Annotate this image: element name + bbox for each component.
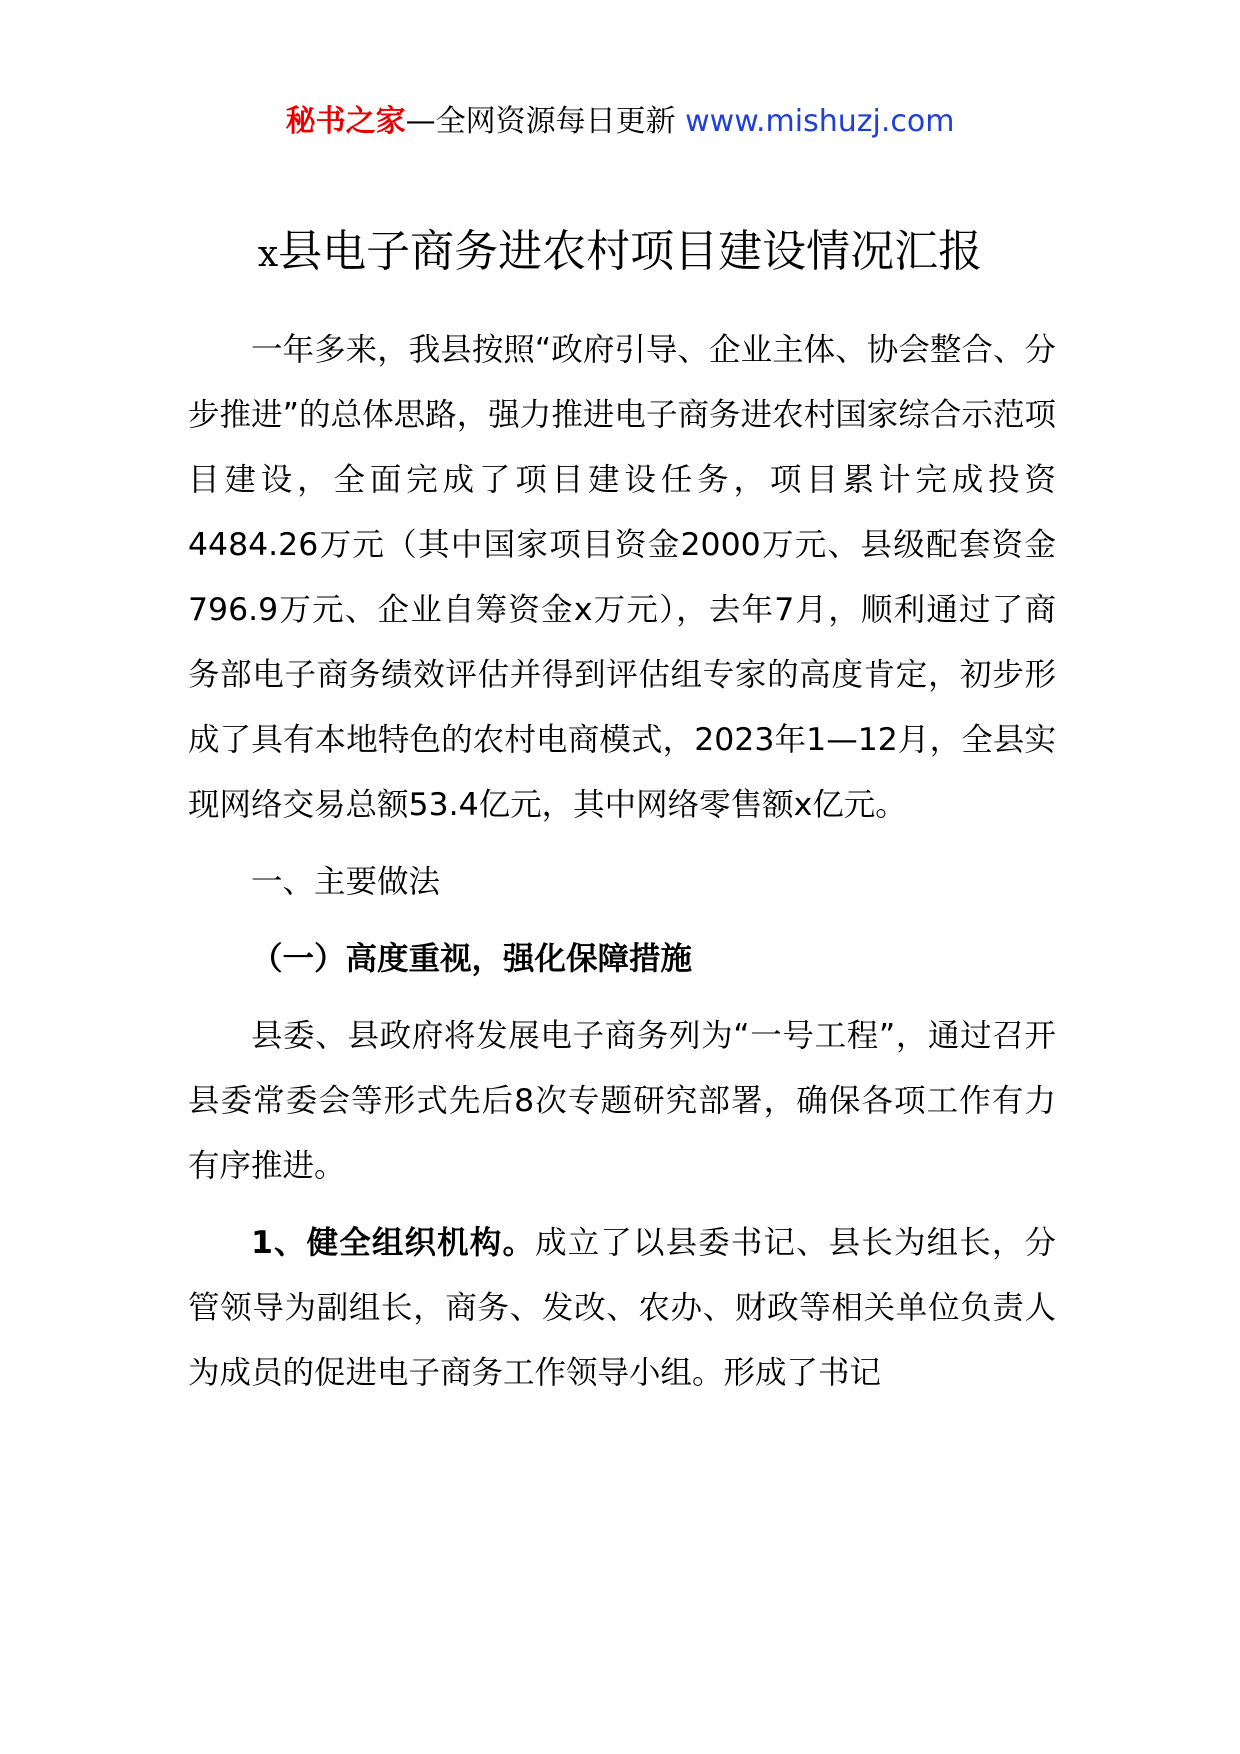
document-title [0, 222, 1240, 285]
item-lead: 1、健全组织机构。 [251, 1225, 536, 1261]
site-link[interactable]: www.mishuzj.com [685, 104, 955, 139]
brand-name: 秘书之家 [285, 104, 406, 139]
title-main: 县电子商务进农村项目建设情况汇报 [278, 226, 983, 277]
section-heading: 一、主要做法 [251, 864, 441, 900]
subsection-heading: （一）高度重视，强化保障措施 [251, 941, 693, 977]
site-header [0, 100, 1240, 144]
header-tagline: —全网资源每日更新 [405, 104, 676, 139]
list-item [188, 1211, 1056, 1406]
body-paragraph: 县委、县政府将发展电子商务列为“一号工程”，通过召开县委常委会等形式先后8次专题研究部署，确保各项工作有力有序推进。 [188, 1018, 1056, 1184]
intro-paragraph: 一年多来，我县按照“政府引导、企业主体、协会整合、分步推进”的总体思路，强力推进电子商务进农村国家综合示范项目建设，全面完成了项目建设任务，项目累计完成投资4484.26万元（其中国家项目资金2000万元、县级配套资金796.9万元、企业自筹资金x万元），去年7月，顺利通过了商务部电子商务绩效评估并得到评估组专家的高度肯定，初步形成了具有本地特色的农村电商模式，2023年1—12月，全县实现网络交易总额53.4亿元，其中网络零售额x亿元。 [188, 332, 1056, 823]
title-prefix: x [257, 234, 279, 275]
document-body [188, 318, 1056, 1406]
item-text: 成立了以县委书记、县长为组长，分管领导为副组长，商务、发改、农办、财政等相关单位负责人为成员的促进电子商务工作领导小组。形成了书记 [188, 1225, 1056, 1391]
